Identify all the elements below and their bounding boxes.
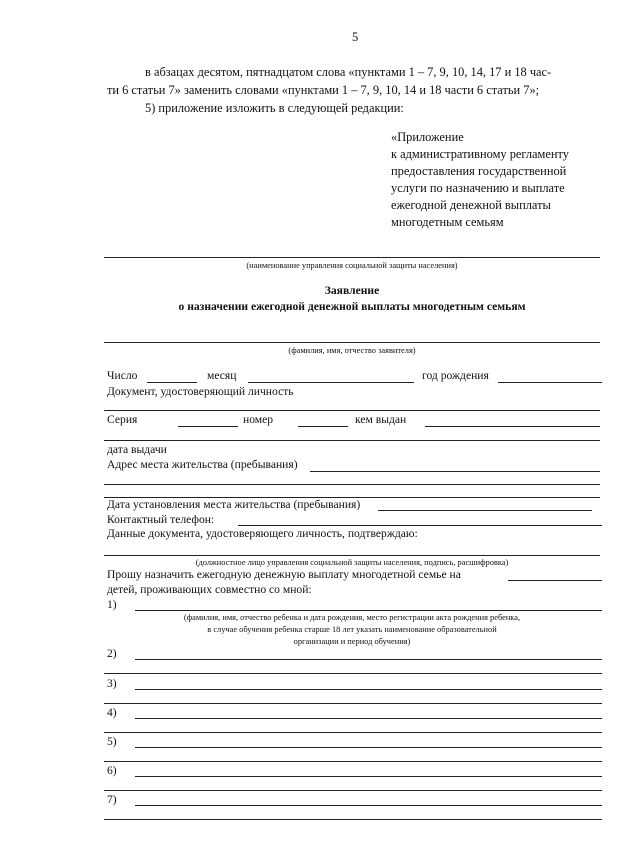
child-6-field[interactable] bbox=[135, 776, 602, 777]
caption-fio: (фамилия, имя, отчество заявителя) bbox=[288, 346, 416, 355]
appendix-header-4: услуги по назначению и выплате bbox=[391, 181, 565, 195]
phone-field[interactable] bbox=[238, 525, 602, 526]
appendix-header-6: многодетным семьям bbox=[391, 215, 504, 229]
caption-child-2: в случае обучения ребенка старше 18 лет указать наименование образовательной bbox=[207, 625, 497, 634]
child-6-line-2[interactable] bbox=[104, 790, 602, 791]
official-signature-line[interactable] bbox=[104, 555, 600, 556]
address-line-2[interactable] bbox=[104, 484, 600, 485]
agency-name-line bbox=[104, 257, 600, 258]
child-6-label: 6) bbox=[107, 764, 117, 777]
caption-official: (должностное лицо управления социальной защиты населения, подпись, расшифровка) bbox=[195, 558, 509, 567]
label-number: номер bbox=[243, 413, 274, 426]
child-5-line-2[interactable] bbox=[104, 761, 602, 762]
child-7-label: 7) bbox=[107, 793, 117, 806]
request-line-1: Прошу назначить ежегодную денежную выплату многодетной семье на bbox=[107, 568, 461, 581]
month-field[interactable] bbox=[248, 382, 414, 383]
label-birth-year: год рождения bbox=[422, 369, 489, 382]
issued-by-field[interactable] bbox=[425, 426, 600, 427]
child-4-field[interactable] bbox=[135, 718, 602, 719]
child-4-line-2[interactable] bbox=[104, 732, 602, 733]
id-document-line[interactable] bbox=[104, 410, 600, 411]
amendment-line-1: в абзацах десятом, пятнадцатом слова «пунктами 1 – 7, 9, 10, 14, 17 и 18 час- bbox=[145, 65, 552, 79]
caption-agency: (наименование управления социальной защиты населения) bbox=[246, 261, 458, 270]
appendix-header-1: «Приложение bbox=[391, 130, 464, 144]
child-3-label: 3) bbox=[107, 677, 117, 690]
caption-child-3: организации и период обучения) bbox=[293, 637, 411, 646]
child-5-field[interactable] bbox=[135, 747, 602, 748]
amendment-line-3: 5) приложение изложить в следующей редакции: bbox=[145, 101, 404, 115]
address-date-field[interactable] bbox=[378, 510, 592, 511]
child-4-label: 4) bbox=[107, 706, 117, 719]
form-title: Заявление bbox=[324, 284, 380, 297]
label-issued-by: кем выдан bbox=[355, 413, 407, 426]
child-2-field[interactable] bbox=[135, 659, 602, 660]
form-subtitle: о назначении ежегодной денежной выплаты многодетным семьям bbox=[178, 300, 526, 313]
label-id-confirm: Данные документа, удостоверяющего личность, подтверждаю: bbox=[107, 527, 418, 540]
child-3-field[interactable] bbox=[135, 689, 602, 690]
child-1-label: 1) bbox=[107, 598, 117, 611]
page-number: 5 bbox=[352, 30, 359, 44]
child-2-label: 2) bbox=[107, 647, 117, 660]
appendix-header-2: к административному регламенту bbox=[391, 147, 569, 161]
amendment-line-2: ти 6 статьи 7» заменить словами «пунктами 1 – 7, 9, 10, 14 и 18 части 6 статьи 7»; bbox=[107, 83, 540, 97]
label-series: Серия bbox=[107, 413, 138, 426]
address-field[interactable] bbox=[310, 471, 600, 472]
request-line-2: детей, проживающих совместно со мной: bbox=[107, 583, 312, 596]
child-1-field[interactable] bbox=[135, 610, 602, 611]
label-month: месяц bbox=[207, 369, 237, 382]
label-address: Адрес места жительства (пребывания) bbox=[107, 458, 298, 471]
applicant-fio-line bbox=[104, 342, 600, 343]
appendix-header-5: ежегодной денежной выплаты bbox=[391, 198, 551, 212]
birth-year-field[interactable] bbox=[498, 382, 602, 383]
child-3-line-2[interactable] bbox=[104, 703, 602, 704]
label-id-document: Документ, удостоверяющий личность bbox=[107, 385, 294, 398]
caption-child-1: (фамилия, имя, отчество ребенка и дата рождения, место регистрации акта рождения ребенка, bbox=[183, 613, 521, 622]
label-address-date: Дата установления места жительства (пребывания) bbox=[107, 498, 361, 511]
request-count-field[interactable] bbox=[508, 580, 602, 581]
appendix-header-3: предоставления государственной bbox=[391, 164, 567, 178]
issued-by-line-2[interactable] bbox=[104, 440, 600, 441]
child-7-line-2[interactable] bbox=[104, 819, 602, 820]
label-issue-date: дата выдачи bbox=[107, 443, 167, 456]
child-2-line-2[interactable] bbox=[104, 673, 602, 674]
label-phone: Контактный телефон: bbox=[107, 513, 215, 526]
day-field[interactable] bbox=[147, 382, 197, 383]
child-7-field[interactable] bbox=[135, 805, 602, 806]
label-day: Число bbox=[107, 369, 138, 382]
child-5-label: 5) bbox=[107, 735, 117, 748]
number-field[interactable] bbox=[298, 426, 348, 427]
series-field[interactable] bbox=[178, 426, 238, 427]
